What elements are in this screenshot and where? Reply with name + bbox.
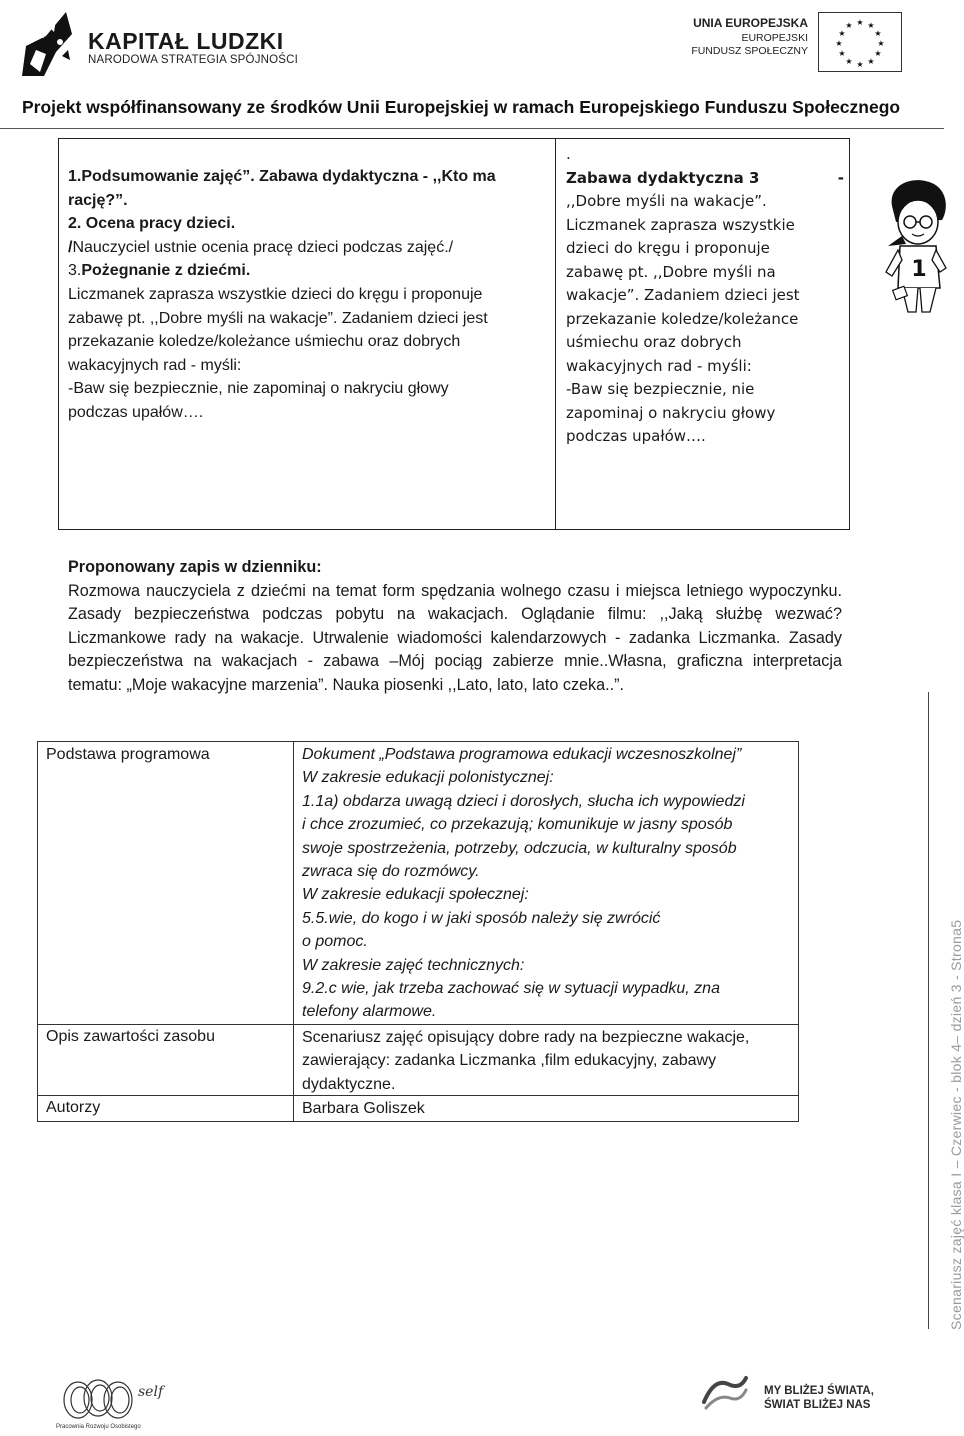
document-header [0, 0, 960, 132]
svg-text:★: ★ [838, 29, 846, 38]
left-column [68, 165, 546, 425]
svg-text:★: ★ [838, 49, 846, 58]
pracownia-rozwoju-caption: Pracownia Rozwoju Osobistego [56, 1424, 141, 1430]
right-line-9: wakacyjnych rad - myśli: [566, 356, 752, 375]
my-blizej-swiata-logo-icon [700, 1372, 750, 1412]
right-line-5: zabawę pt. ,,Dobre myśli na [566, 262, 776, 281]
journal-text: Rozmowa nauczyciela z dziećmi na temat form spędzania wolnego czasu i miejsca letniego wypoczynku. Zasady bezpieczeństwa podczas pobytu na wakacjach. Oglądanie filmu: ,,Jaką służbę wezwać? Liczmankowe rady na wakacje. Utrwalenie wiadomości kalendarzowych - zadanka Liczmanka. Zasady bezpieczeństwa na wakacjach - zabawa –Mój pociąg zabierze mnie..Własna, graficzna interpretacja tematu: „Moje wakacyjne marzenia”. Nauka piosenki ,,Lato, lato, lato czeka..”. [68, 581, 842, 694]
left-line-10: -Baw się bezpiecznie, nie zapominaj o nakryciu głowy [68, 380, 449, 398]
left-line-5 [68, 259, 546, 283]
left-line-5-text: Pożegnanie z dziećmi. [81, 262, 251, 280]
metadata-table [37, 741, 799, 1122]
kapital-ludzki-title: KAPITAŁ LUDZKI [88, 28, 284, 54]
left-line-4-prefix: / [68, 238, 73, 256]
right-line-12: podczas upałów…. [566, 427, 706, 445]
mbs-line-1: MY BLIŻEJ ŚWIATA, [764, 1385, 874, 1397]
right-line-8: uśmiechu oraz dobrych [566, 333, 742, 351]
label-podstawa-programowa: Podstawa programowa [46, 746, 210, 763]
eu-flag-icon [818, 12, 902, 72]
mbs-line-2: ŚWIAT BLIŻEJ NAS [764, 1399, 871, 1411]
svg-text:★: ★ [856, 60, 864, 69]
right-line-10: -Baw się bezpiecznie, nie [566, 380, 755, 398]
svg-text:★: ★ [874, 29, 882, 38]
column-divider [555, 139, 556, 529]
podstawa-line: i chce zrozumieć, co przekazują; komunikuje w jasny sposób [302, 816, 733, 834]
right-line-2: ,,Dobre myśli na wakacje”. [566, 192, 767, 210]
kapital-ludzki-logo-icon [16, 6, 78, 78]
right-line-4: dzieci do kręgu i proponuje [566, 239, 770, 257]
left-line-7: zabawę pt. ,,Dobre myśli na wakacje”. Zadaniem dzieci jest [68, 309, 488, 327]
right-line-1 [566, 167, 844, 191]
my-blizej-swiata-text [764, 1384, 874, 1412]
podstawa-line: W zakresie zajęć technicznych: [302, 956, 525, 974]
opis-line: zawierający: zadanka Liczmanka ,film edukacyjny, zabawy [302, 1052, 717, 1070]
eu-line-3: FUNDUSZ SPOŁECZNY [691, 45, 808, 57]
left-line-4-text: Nauczyciel ustnie ocenia pracę dzieci podczas zajęć./ [72, 238, 454, 256]
left-line-6: Liczmanek zaprasza wszystkie dzieci do kręgu i proponuje [68, 285, 483, 303]
opis-line: dydaktyczne. [302, 1075, 396, 1093]
value-autorzy: Barbara Goliszek [302, 1100, 425, 1117]
right-line-0: . [566, 145, 571, 163]
journal-section [68, 556, 842, 698]
liczmanek-mascot-icon [884, 176, 950, 316]
left-line-3: 2. Ocena pracy dzieci. [68, 215, 236, 233]
table-column-divider [293, 742, 294, 1121]
side-divider [928, 692, 929, 1329]
svg-text:★: ★ [874, 49, 882, 58]
podstawa-line: o pomoc. [302, 933, 368, 951]
left-line-2: rację?”. [68, 191, 128, 209]
right-line-1-title: Zabawa dydaktyczna 3 [566, 168, 760, 187]
podstawa-line: W zakresie edukacji polonistycznej: [302, 769, 554, 787]
podstawa-line: Dokument „Podstawa programowa edukacji wczesnoszkolnej” [302, 746, 742, 763]
left-line-5-num: 3. [68, 262, 82, 280]
podstawa-line: swoje spostrzeżenia, potrzeby, odczucia, w kulturalny sposób [302, 839, 737, 857]
podstawa-line: zwraca się do rozmówcy. [302, 863, 480, 881]
mascot-badge-number: 1 [911, 257, 927, 282]
right-line-6: wakacje”. Zadaniem dzieci jest [566, 286, 800, 304]
left-line-9: wakacyjnych rad - myśli: [68, 356, 242, 374]
header-divider [0, 128, 944, 129]
svg-text:★: ★ [867, 21, 875, 30]
svg-text:★: ★ [867, 57, 875, 66]
right-line-1-dash: - [837, 168, 844, 187]
left-line-8: przekazanie koledze/koleżance uśmiechu oraz dobrych [68, 333, 461, 351]
label-autorzy: Autorzy [46, 1099, 101, 1116]
podstawa-line: 5.5.wie, do kogo i w jaki sposób należy się zwrócić [302, 909, 661, 927]
activity-box [58, 138, 850, 530]
svg-text:★: ★ [877, 39, 885, 48]
svg-text:★: ★ [856, 18, 864, 27]
label-opis-zawartosci: Opis zawartości zasobu [46, 1028, 215, 1045]
right-line-3: Liczmanek zaprasza wszystkie [566, 215, 795, 234]
pracownia-rozwoju-logo-icon [58, 1370, 162, 1430]
right-column [566, 143, 844, 449]
podstawa-line: W zakresie edukacji społecznej: [302, 886, 529, 904]
svg-text:★: ★ [835, 39, 843, 48]
svg-text:★: ★ [845, 21, 853, 30]
side-footer-text: Scenariusz zajęć klasa I – Czerwiec - blok 4– dzień 3 - Strona5 [948, 919, 964, 1330]
table-row-divider-1 [38, 1024, 798, 1025]
opis-line: Scenariusz zajęć opisujący dobre rady na bezpieczne wakacje, [302, 1029, 750, 1046]
right-line-7: przekazanie koledze/koleżance [566, 309, 799, 328]
left-line-1: 1.Podsumowanie zajęć”. Zabawa dydaktyczna - ,,Kto ma [68, 168, 496, 185]
podstawa-line: 9.2.c wie, jak trzeba zachować się w sytuacji wypadku, zna [302, 980, 720, 998]
left-line-11: podczas upałów…. [68, 403, 204, 421]
podstawa-line: telefony alarmowe. [302, 1003, 437, 1021]
value-opis-zawartosci [302, 1026, 796, 1096]
value-podstawa-programowa [302, 743, 796, 1024]
right-line-11: zapominaj o nakryciu głowy [566, 403, 776, 422]
journal-title: Proponowany zapis w dzienniku: [68, 558, 322, 576]
kapital-ludzki-subtitle: NARODOWA STRATEGIA SPÓJNOŚCI [88, 54, 299, 66]
svg-text:self: self [138, 1384, 164, 1400]
podstawa-line: 1.1a) obdarza uwagą dzieci i dorosłych, słucha ich wypowiedzi [302, 792, 745, 810]
svg-text:★: ★ [845, 57, 853, 66]
left-line-4 [68, 236, 546, 260]
eu-line-2: EUROPEJSKI [741, 32, 808, 44]
eu-text-block [690, 16, 808, 57]
project-cofinancing-line: Projekt współfinansowany ze środków Unii Europejskiej w ramach Europejskiego Funduszu Społecznego [22, 97, 901, 117]
eu-line-1: UNIA EUROPEJSKA [693, 16, 808, 30]
